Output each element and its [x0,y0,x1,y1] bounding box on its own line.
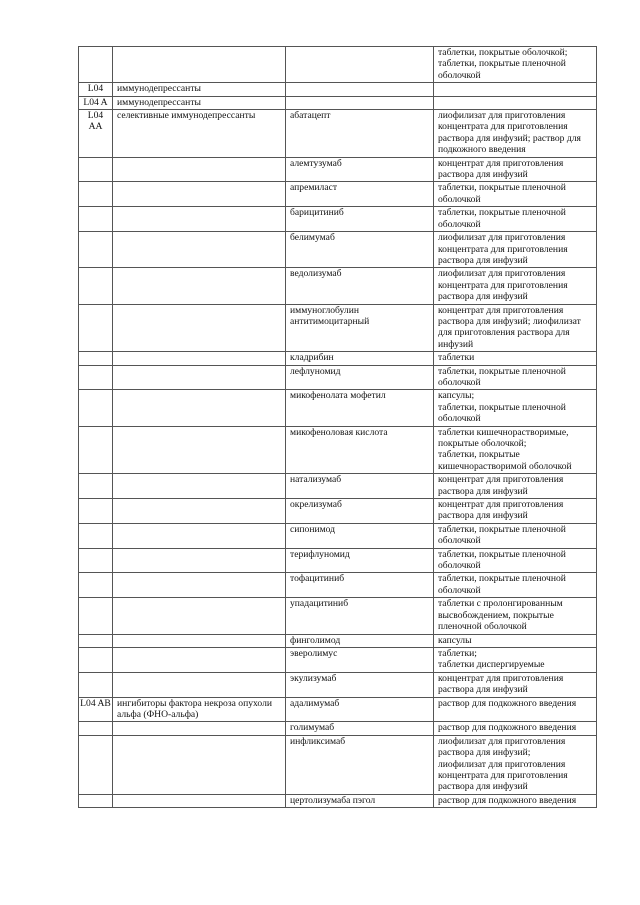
table-row [79,207,597,232]
group-cell [113,182,286,207]
document-page [78,46,596,808]
group-cell [113,598,286,634]
dosage-form-cell: раствор для подкожного введения [434,722,597,735]
group-cell: иммунодепрессанты [113,96,286,109]
table-row [79,722,597,735]
atc-code-cell: L04 AB [79,697,113,722]
atc-code-cell [79,647,113,672]
atc-code-cell: L04 AA [79,110,113,158]
dosage-form-cell: таблетки с пролонгированным высвобождением, покрытые пленочной оболочкой [434,598,597,634]
dosage-form-cell: таблетки; таблетки диспергируемые [434,647,597,672]
dosage-form-cell: лиофилизат для приготовления концентрата для приготовления раствора для инфузий; раствор для подкожного введения [434,110,597,158]
atc-code-cell: L04 A [79,96,113,109]
group-cell [113,672,286,697]
drug-name-cell: натализумаб [286,474,434,499]
drug-name-cell: финголимод [286,634,434,647]
drug-name-cell: упадацитиниб [286,598,434,634]
table-row [79,499,597,524]
group-cell [113,722,286,735]
table-row [79,83,597,96]
dosage-form-cell: лиофилизат для приготовления концентрата для приготовления раствора для инфузий [434,268,597,304]
drug-name-cell: экулизумаб [286,672,434,697]
table-row [79,548,597,573]
atc-code-cell [79,573,113,598]
dosage-form-cell: концентрат для приготовления раствора для инфузий [434,499,597,524]
group-cell [113,426,286,474]
table-row [79,157,597,182]
group-cell [113,499,286,524]
atc-code-cell [79,672,113,697]
atc-code-cell [79,268,113,304]
atc-code-cell [79,499,113,524]
drug-name-cell: лефлуномид [286,365,434,390]
table-row [79,232,597,268]
atc-code-cell [79,365,113,390]
drug-name-cell: апремиласт [286,182,434,207]
atc-code-cell [79,207,113,232]
atc-code-cell [79,304,113,352]
dosage-form-cell: таблетки, покрытые пленочной оболочкой [434,573,597,598]
atc-code-cell [79,232,113,268]
group-cell [113,352,286,365]
atc-code-cell [79,722,113,735]
atc-code-cell [79,182,113,207]
group-cell [113,794,286,807]
table-row [79,304,597,352]
group-cell [113,474,286,499]
dosage-form-cell: концентрат для приготовления раствора для инфузий [434,157,597,182]
drug-name-cell: инфликсимаб [286,735,434,794]
atc-code-cell [79,352,113,365]
atc-code-cell [79,735,113,794]
dosage-form-cell: таблетки, покрытые оболочкой; таблетки, покрытые пленочной оболочкой [434,47,597,83]
drug-list-table [78,46,597,808]
dosage-form-cell [434,96,597,109]
atc-code-cell [79,47,113,83]
dosage-form-cell: раствор для подкожного введения [434,794,597,807]
table-row [79,672,597,697]
drug-name-cell [286,96,434,109]
atc-code-cell [79,794,113,807]
table-row [79,352,597,365]
table-row [79,365,597,390]
group-cell [113,304,286,352]
table-row [79,573,597,598]
dosage-form-cell: концентрат для приготовления раствора для инфузий [434,474,597,499]
group-cell [113,157,286,182]
drug-name-cell: кладрибин [286,352,434,365]
group-cell [113,523,286,548]
drug-name-cell: ведолизумаб [286,268,434,304]
drug-name-cell: окрелизумаб [286,499,434,524]
dosage-form-cell: капсулы [434,634,597,647]
group-cell [113,634,286,647]
group-cell: ингибиторы фактора некроза опухоли альфа (ФНО-альфа) [113,697,286,722]
table-row [79,390,597,426]
table-row [79,474,597,499]
dosage-form-cell: таблетки, покрытые пленочной оболочкой [434,207,597,232]
atc-code-cell [79,598,113,634]
atc-code-cell: L04 [79,83,113,96]
drug-name-cell: тофацитиниб [286,573,434,598]
dosage-form-cell: лиофилизат для приготовления концентрата для приготовления раствора для инфузий [434,232,597,268]
group-cell: иммунодепрессанты [113,83,286,96]
dosage-form-cell: капсулы; таблетки, покрытые пленочной оболочкой [434,390,597,426]
dosage-form-cell: таблетки кишечнорастворимые, покрытые оболочкой; таблетки, покрытые кишечнорастворимой оболочкой [434,426,597,474]
dosage-form-cell: раствор для подкожного введения [434,697,597,722]
dosage-form-cell: таблетки, покрытые пленочной оболочкой [434,548,597,573]
dosage-form-cell: таблетки, покрытые пленочной оболочкой [434,365,597,390]
group-cell [113,573,286,598]
dosage-form-cell: лиофилизат для приготовления раствора для инфузий; лиофилизат для приготовления концентрата для приготовления раствора для инфузий [434,735,597,794]
group-cell: селективные иммунодепрессанты [113,110,286,158]
group-cell [113,647,286,672]
drug-name-cell: микофеноловая кислота [286,426,434,474]
table-row [79,634,597,647]
drug-name-cell [286,47,434,83]
group-cell [113,207,286,232]
group-cell [113,390,286,426]
dosage-form-cell [434,83,597,96]
drug-name-cell: барицитиниб [286,207,434,232]
drug-name-cell: алемтузумаб [286,157,434,182]
drug-name-cell: терифлуномид [286,548,434,573]
table-row [79,598,597,634]
table-row [79,426,597,474]
drug-name-cell: белимумаб [286,232,434,268]
drug-name-cell: адалимумаб [286,697,434,722]
drug-name-cell: микофенолата мофетил [286,390,434,426]
drug-name-cell: иммуноглобулин антитимоцитарный [286,304,434,352]
group-cell [113,735,286,794]
atc-code-cell [79,523,113,548]
drug-name-cell: абатацепт [286,110,434,158]
drug-name-cell: сипонимод [286,523,434,548]
dosage-form-cell: таблетки, покрытые пленочной оболочкой [434,523,597,548]
atc-code-cell [79,390,113,426]
atc-code-cell [79,426,113,474]
table-row [79,697,597,722]
table-row [79,96,597,109]
group-cell [113,365,286,390]
table-row [79,794,597,807]
drug-name-cell: цертолизумаба пэгол [286,794,434,807]
dosage-form-cell: концентрат для приготовления раствора для инфузий [434,672,597,697]
table-row [79,268,597,304]
group-cell [113,47,286,83]
table-row [79,182,597,207]
atc-code-cell [79,548,113,573]
table-row [79,735,597,794]
dosage-form-cell: таблетки, покрытые пленочной оболочкой [434,182,597,207]
drug-name-cell [286,83,434,96]
dosage-form-cell: концентрат для приготовления раствора для инфузий; лиофилизат для приготовления раствора для инфузий [434,304,597,352]
dosage-form-cell: таблетки [434,352,597,365]
table-row [79,647,597,672]
drug-name-cell: эверолимус [286,647,434,672]
group-cell [113,268,286,304]
table-body [79,47,597,808]
table-row [79,47,597,83]
table-row [79,523,597,548]
drug-name-cell: голимумаб [286,722,434,735]
table-row [79,110,597,158]
atc-code-cell [79,634,113,647]
atc-code-cell [79,157,113,182]
group-cell [113,548,286,573]
atc-code-cell [79,474,113,499]
group-cell [113,232,286,268]
